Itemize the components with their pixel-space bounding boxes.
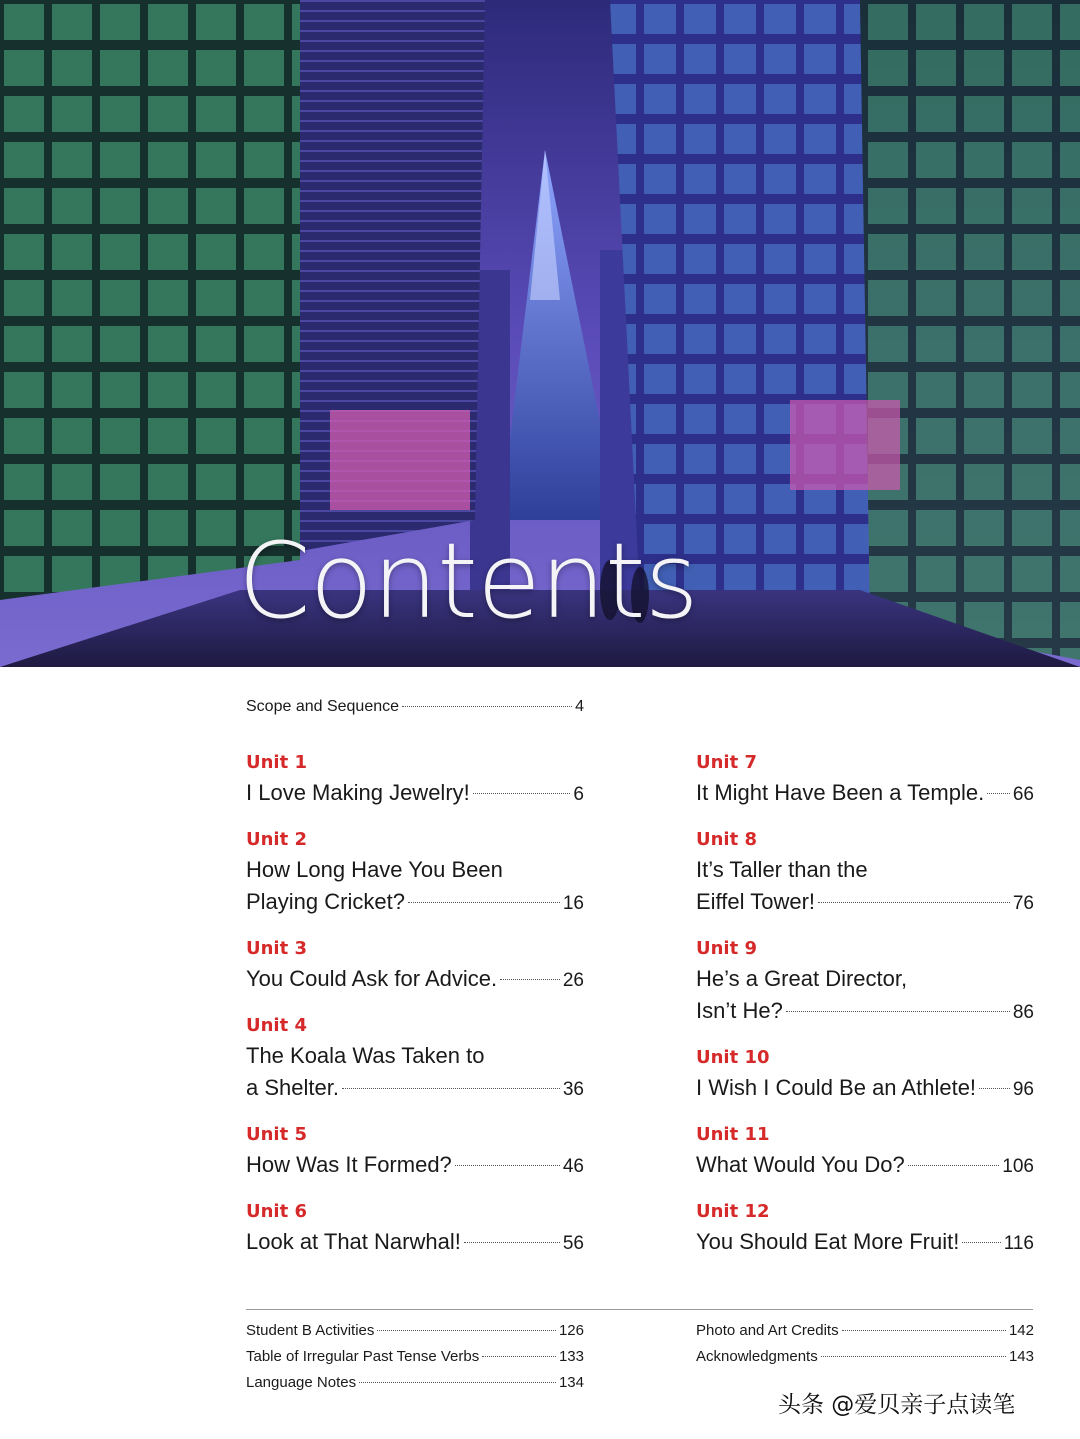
unit-page: 46 [562,1156,584,1177]
toc-entry-scope[interactable] [246,698,584,716]
unit-title: Eiffel Tower! [696,889,816,914]
dot-leader [482,1356,556,1357]
dot-leader [987,793,1010,794]
unit-page: 96 [1012,1079,1034,1100]
unit-page: 16 [562,893,584,914]
toc-unit-11[interactable] [696,1124,1034,1183]
unit-label: Unit 8 [696,829,757,850]
toc-unit-4[interactable] [246,1015,584,1106]
unit-title: Isn’t He? [696,998,783,1023]
unit-page: 66 [1012,784,1034,805]
dot-leader [908,1165,1000,1166]
unit-title-line: How Long Have You Been [246,857,503,882]
dot-leader [818,902,1010,903]
unit-label: Unit 4 [246,1015,307,1036]
unit-title: It Might Have Been a Temple. [696,780,985,805]
hero-photo [0,0,1080,667]
unit-page: 6 [573,784,584,805]
unit-label: Unit 11 [696,1124,770,1145]
toc-entry-photo-credits[interactable] [696,1322,1034,1339]
toc-unit-5[interactable] [246,1124,584,1183]
dot-leader [408,902,560,903]
unit-title: How Was It Formed? [246,1152,452,1177]
toc-unit-9[interactable] [696,938,1034,1029]
toc-entry-page: 4 [575,698,584,715]
toc-entry-page: 126 [558,1322,584,1339]
dot-leader [500,979,560,980]
unit-title: a Shelter. [246,1075,339,1100]
toc-unit-1[interactable] [246,752,584,811]
toc-unit-6[interactable] [246,1201,584,1260]
toc-unit-12[interactable] [696,1201,1034,1260]
unit-label: Unit 5 [246,1124,307,1145]
unit-page: 26 [562,970,584,991]
toc-entry-title: Table of Irregular Past Tense Verbs [246,1348,480,1365]
watermark-text: 头条 @爱贝亲子点读笔 [778,1392,1016,1418]
toc-entry-irregular-verbs[interactable] [246,1348,584,1365]
toc-entry-student-b[interactable] [246,1322,584,1339]
unit-title: You Should Eat More Fruit! [696,1229,960,1254]
unit-title-line: The Koala Was Taken to [246,1043,485,1068]
toc-entry-title: Language Notes [246,1374,357,1391]
toc-entry-page: 134 [558,1374,584,1391]
toc-entry-title: Scope and Sequence [246,698,400,715]
dot-leader [786,1011,1010,1012]
unit-page: 106 [1002,1156,1034,1177]
dot-leader [962,1242,1000,1243]
toc-entry-title: Acknowledgments [696,1348,818,1365]
unit-label: Unit 10 [696,1047,770,1068]
unit-title: I Wish I Could Be an Athlete! [696,1075,977,1100]
dot-leader [979,1088,1010,1089]
toc-entry-page: 133 [558,1348,584,1365]
dot-leader [359,1382,556,1383]
unit-title: Look at That Narwhal! [246,1229,461,1254]
unit-label: Unit 1 [246,752,307,773]
unit-label: Unit 2 [246,829,307,850]
unit-page: 56 [562,1233,584,1254]
unit-page: 36 [562,1079,584,1100]
toc-entry-acknowledgments[interactable] [696,1348,1034,1365]
dot-leader [377,1330,556,1331]
unit-label: Unit 9 [696,938,757,959]
page-title: Contents [238,520,698,642]
section-divider [246,1309,1033,1310]
toc-unit-7[interactable] [696,752,1034,811]
unit-title-line: It’s Taller than the [696,857,868,882]
toc-unit-10[interactable] [696,1047,1034,1106]
unit-label: Unit 12 [696,1201,770,1222]
toc-unit-8[interactable] [696,829,1034,920]
toc-unit-2[interactable] [246,829,584,920]
toc-unit-3[interactable] [246,938,584,997]
dot-leader [842,1330,1006,1331]
unit-page: 86 [1012,1002,1034,1023]
dot-leader [821,1356,1006,1357]
unit-title: You Could Ask for Advice. [246,966,498,991]
dot-leader [342,1088,560,1089]
toc-entry-title: Photo and Art Credits [696,1322,839,1339]
unit-label: Unit 6 [246,1201,307,1222]
unit-title-line: He’s a Great Director, [696,966,908,991]
unit-title: Playing Cricket? [246,889,405,914]
toc-entry-page: 143 [1008,1348,1034,1365]
toc-entry-language-notes[interactable] [246,1374,584,1391]
unit-label: Unit 3 [246,938,307,959]
unit-page: 76 [1012,893,1034,914]
unit-label: Unit 7 [696,752,757,773]
dot-leader [402,706,572,707]
toc-entry-title: Student B Activities [246,1322,375,1339]
dot-leader [455,1165,560,1166]
dot-leader [464,1242,560,1243]
unit-page: 116 [1003,1233,1034,1254]
dot-leader [473,793,571,794]
toc-entry-page: 142 [1008,1322,1034,1339]
unit-title: What Would You Do? [696,1152,905,1177]
unit-title: I Love Making Jewelry! [246,780,470,805]
